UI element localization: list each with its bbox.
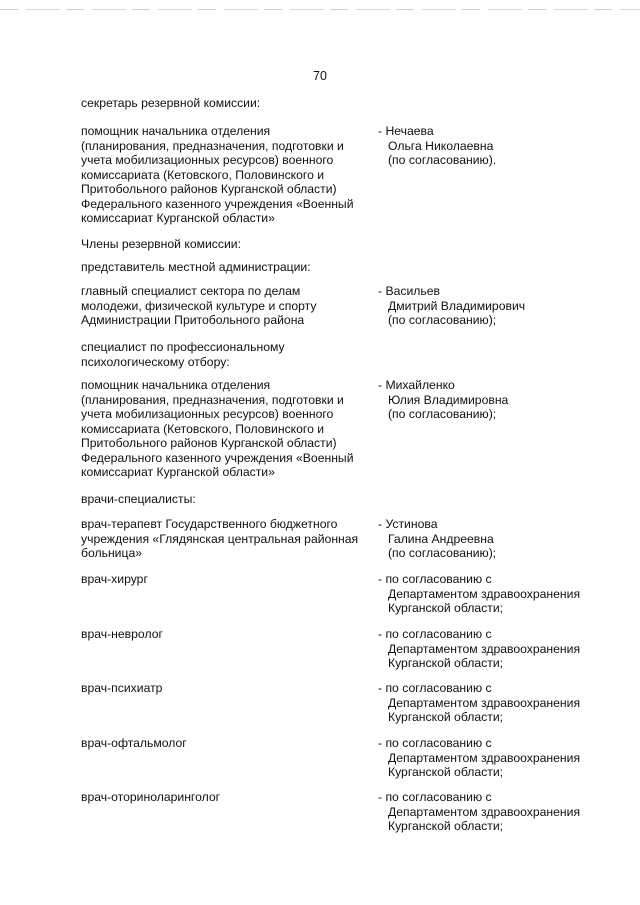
entry-position-line: (планирования, предназначения, подготовки и xyxy=(81,138,344,153)
entry-person xyxy=(378,517,608,561)
entry-person-line: (по согласованию); xyxy=(388,407,497,421)
entry-person xyxy=(378,681,608,725)
entry-person-line: Департаментом здравоохранения xyxy=(388,586,581,601)
entry-person-line: Курганской области; xyxy=(388,765,504,779)
entry-person-line: (по согласованию); xyxy=(388,313,497,327)
entry-position xyxy=(81,736,376,751)
entry-person-line: Галина Андреевна xyxy=(388,531,494,546)
entry-position-line: больница» xyxy=(81,546,143,560)
entry-person-line: Департаментом здравоохранения xyxy=(388,750,581,765)
entry-person-line: Департаментом здравоохранения xyxy=(388,641,581,656)
entry-person-line: Курганской области; xyxy=(388,601,504,615)
entry-person xyxy=(378,124,608,168)
entry-position-line: помощник начальника отделения xyxy=(81,378,271,392)
entry-person-line: Курганской области; xyxy=(388,710,504,724)
entry-position-line: Администрации Притобольного района xyxy=(81,313,305,327)
page-number: 70 xyxy=(313,69,327,83)
entry-person xyxy=(378,790,608,834)
heading-psych-line: психологическому отбору: xyxy=(81,354,230,369)
entry-person-line: - по согласованию с xyxy=(378,627,492,641)
entry-person xyxy=(378,284,608,328)
entry-position-line: врач-оториноларинголог xyxy=(81,790,221,804)
entry-person-line: (по согласованию). xyxy=(388,153,497,167)
entry-position xyxy=(81,627,376,642)
entry-person xyxy=(378,572,608,616)
entry-person-line: - по согласованию с xyxy=(378,572,492,586)
entry-position-line: помощник начальника отделения xyxy=(81,124,271,138)
heading-members: Члены резервной комиссии: xyxy=(81,237,241,251)
entry-position-line: Федерального казенного учреждения «Военный xyxy=(81,196,354,211)
entry-person xyxy=(378,627,608,671)
entry-position-line: врач-невролог xyxy=(81,627,163,641)
entry-position-line: учета мобилизационных ресурсов) военного xyxy=(81,407,334,421)
entry-position xyxy=(81,790,376,805)
entry-person-line: Дмитрий Владимирович xyxy=(388,298,526,313)
entry-position-line: (планирования, предназначения, подготовки и xyxy=(81,392,344,407)
entry-person-line: - по согласованию с xyxy=(378,790,492,804)
entry-position-line: Притобольного районов Курганской области) xyxy=(81,436,337,450)
entry-person-line: - по согласованию с xyxy=(378,681,492,695)
entry-position xyxy=(81,517,376,561)
entry-position-line: Федерального казенного учреждения «Военный xyxy=(81,450,354,465)
entry-position xyxy=(81,284,376,328)
entry-person-line: - Нечаева xyxy=(378,124,434,138)
heading-local-admin: представитель местной администрации: xyxy=(81,260,311,274)
entry-person-line: - Васильев xyxy=(378,284,440,298)
entry-position xyxy=(81,124,376,226)
entry-position-line: врач-офтальмолог xyxy=(81,736,187,750)
entry-position xyxy=(81,378,376,480)
entry-person-line: Департаментом здравоохранения xyxy=(388,695,581,710)
entry-person xyxy=(378,378,608,422)
entry-position-line: учета мобилизационных ресурсов) военного xyxy=(81,153,334,167)
entry-position-line: врач-хирург xyxy=(81,572,148,586)
entry-person-line: - Михайленко xyxy=(378,378,455,392)
scan-edge-artifact xyxy=(0,9,640,10)
entry-person-line: (по согласованию); xyxy=(388,546,497,560)
heading-psych-line: специалист по профессиональному xyxy=(81,340,285,354)
heading-secretary: секретарь резервной комиссии: xyxy=(81,96,261,110)
entry-person-line: Департаментом здравоохранения xyxy=(388,804,581,819)
entry-person-line: Курганской области; xyxy=(388,819,504,833)
entry-position-line: комиссариата (Кетовского, Половинского и xyxy=(81,421,325,436)
entry-person-line: - по согласованию с xyxy=(378,736,492,750)
heading-doctors: врачи-специалисты: xyxy=(81,492,196,506)
entry-position-line: комиссариата (Кетовского, Половинского и xyxy=(81,167,325,182)
entry-person-line: Курганской области; xyxy=(388,656,504,670)
entry-position xyxy=(81,572,376,587)
entry-person-line: Юлия Владимировна xyxy=(388,392,509,407)
entry-position-line: комиссариат Курганской области» xyxy=(81,211,275,225)
entry-position-line: врач-терапевт Государственного бюджетного xyxy=(81,517,338,531)
entry-position-line: Притобольного районов Курганской области) xyxy=(81,182,337,196)
entry-position-line: врач-психиатр xyxy=(81,681,163,695)
entry-person-line: - Устинова xyxy=(378,517,438,531)
heading-psych xyxy=(81,340,285,369)
entry-position xyxy=(81,681,376,696)
entry-position-line: комиссариат Курганской области» xyxy=(81,465,275,479)
entry-position-line: молодежи, физической культуре и спорту xyxy=(81,298,317,313)
entry-person-line: Ольга Николаевна xyxy=(388,138,494,153)
entry-position-line: учреждения «Глядянская центральная районная xyxy=(81,531,359,546)
entry-position-line: главный специалист сектора по делам xyxy=(81,284,301,298)
entry-person xyxy=(378,736,608,780)
